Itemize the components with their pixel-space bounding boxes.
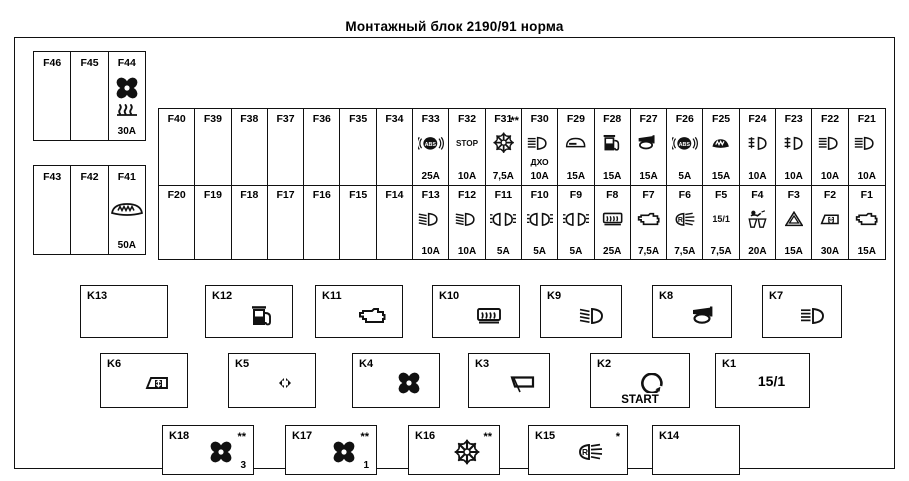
footnote-marker: **	[510, 115, 519, 127]
fuse-cell-f12[interactable]	[449, 185, 485, 260]
fuse-cell-f26[interactable]	[667, 109, 703, 185]
reverse-lamp-icon	[529, 426, 627, 474]
fuse-cell-f13[interactable]	[413, 185, 449, 260]
fuse-sub-label: ДХО	[530, 157, 549, 167]
fuse-cell-f23[interactable]	[776, 109, 812, 185]
fuse-label: F16	[312, 189, 331, 201]
relay-k3[interactable]	[468, 353, 550, 408]
side-light-icon	[486, 203, 521, 235]
snowflake-icon	[486, 127, 521, 159]
fuse-label: F1	[860, 189, 873, 201]
fuse-cell-f46[interactable]	[34, 52, 71, 140]
engine-icon	[849, 203, 885, 235]
text-15-1	[703, 203, 738, 235]
fuse-grid	[158, 108, 886, 260]
fuel-pump-icon	[206, 286, 292, 337]
fuse-row-1	[159, 109, 885, 185]
text-15-1: 15/1	[712, 214, 730, 224]
fuse-label: F13	[421, 189, 440, 201]
fuse-amp-rating: 15A	[784, 246, 803, 257]
relay-label: K1	[722, 358, 737, 370]
relay-k16[interactable]	[408, 425, 500, 475]
relay-k6[interactable]	[100, 353, 188, 408]
fan-heater-icon	[109, 72, 145, 118]
relay-k14[interactable]	[652, 425, 740, 475]
parking-light-icon	[558, 203, 593, 235]
fuse-amp-rating: 30A	[820, 246, 840, 257]
rear-defogger-icon	[595, 203, 630, 235]
fuse-label: F46	[43, 57, 62, 69]
fuse-amp-rating: 10A	[530, 171, 549, 182]
heated-windshield-icon	[109, 186, 145, 232]
reverse-lamp-icon	[576, 443, 606, 461]
fuse-amp-rating: 15A	[566, 171, 586, 182]
fuse-label: F34	[385, 113, 404, 125]
fuse-amp-rating: 10A	[820, 171, 840, 182]
relay-label: K18	[169, 430, 190, 442]
fuse-amp-rating: 10A	[748, 171, 767, 182]
fuse-label: F18	[240, 189, 259, 201]
stop-text-icon	[449, 127, 484, 159]
parking-light-icon	[522, 203, 557, 235]
fuse-label: F37	[276, 113, 295, 125]
engine-icon	[855, 212, 878, 227]
fuse-cell-f19[interactable]	[195, 185, 231, 260]
fuse-cell-f20[interactable]	[159, 185, 195, 260]
fuse-label: F33	[421, 113, 440, 125]
fuse-amp-rating: 15A	[857, 246, 876, 257]
fuse-amp-rating: 10A	[457, 171, 477, 182]
fuse-label: F12	[457, 189, 477, 201]
relay-k9[interactable]	[540, 285, 622, 338]
fan-heater-icon	[113, 74, 141, 102]
relay-label: K9	[547, 290, 562, 302]
high-beam-icon	[818, 136, 843, 151]
fuse-label: F42	[80, 171, 99, 183]
footnote-marker: **	[237, 431, 246, 443]
fuse-label: F11	[494, 189, 513, 201]
parking-light-icon	[527, 212, 553, 227]
relay-k13[interactable]	[80, 285, 168, 338]
relay-stage-number: 1	[363, 460, 369, 471]
fuse-cell-f25[interactable]	[703, 109, 739, 185]
fuse-label: F25	[712, 113, 731, 125]
fuse-amp-rating: 10A	[457, 246, 477, 257]
fuse-label: F20	[167, 189, 186, 201]
fuse-cell-f35[interactable]	[340, 109, 376, 185]
stop-text-icon: STOP	[455, 138, 479, 148]
fuse-label: F28	[603, 113, 622, 125]
fuse-cell-f11[interactable]	[486, 185, 522, 260]
high-beam-icon	[812, 127, 847, 159]
fuse-label: F9	[569, 189, 583, 201]
fuse-amp-rating: 20A	[748, 246, 767, 257]
fuse-amp-rating: 15A	[603, 171, 622, 182]
relay-k4[interactable]	[352, 353, 440, 408]
parking-light-icon	[563, 212, 589, 227]
fuse-cell-f30[interactable]	[522, 109, 558, 185]
relay-label: K16	[415, 430, 436, 442]
fuse-label: F44	[117, 57, 136, 69]
door-icon	[558, 127, 593, 159]
low-beam-icon	[579, 307, 609, 325]
fuse-label: F10	[530, 189, 549, 201]
fuse-cell-f16[interactable]	[304, 185, 340, 260]
fuse-cell-f34[interactable]	[377, 109, 413, 185]
abs-icon	[418, 136, 444, 151]
fuse-stack-lower	[33, 165, 146, 255]
relay-label: K4	[359, 358, 374, 370]
fuse-cell-f7[interactable]	[631, 185, 667, 260]
fuse-amp-rating: 5A	[678, 171, 692, 182]
fuse-label: F32	[457, 113, 477, 125]
fuse-stack-upper	[33, 51, 146, 141]
relay-label: K17	[292, 430, 313, 442]
heated-windshield-icon	[110, 201, 144, 218]
abs-icon	[672, 136, 698, 151]
fuse-label: F23	[784, 113, 803, 125]
relay-k17[interactable]	[285, 425, 377, 475]
fuse-amp-rating: 30A	[117, 126, 136, 137]
door-icon	[565, 136, 586, 149]
fuse-amp-rating: 15A	[639, 171, 658, 182]
fuse-label: F45	[80, 57, 99, 69]
fuse-cell-f41[interactable]	[109, 166, 145, 254]
relay-stage-number: 3	[240, 460, 246, 471]
horn-icon	[691, 305, 719, 327]
relay-label: K10	[439, 290, 460, 302]
fuse-amp-rating: 10A	[421, 246, 440, 257]
fuse-amp-rating: 7,5A	[492, 171, 514, 182]
fuse-cell-f29[interactable]	[558, 109, 594, 185]
low-beam-icon	[413, 203, 448, 235]
high-beam-icon	[763, 286, 841, 337]
rear-defogger-icon	[602, 211, 623, 227]
fuse-cell-f28[interactable]	[595, 109, 631, 185]
fuse-amp-rating: 10A	[784, 171, 803, 182]
footnote-marker: **	[360, 431, 369, 443]
low-beam-icon	[541, 286, 621, 337]
fuse-cell-f24[interactable]	[740, 109, 776, 185]
fuse-label: F19	[203, 189, 222, 201]
fuse-label: F38	[240, 113, 259, 125]
fuse-label: F3	[787, 189, 800, 201]
fan-icon	[395, 369, 423, 397]
fuse-cell-f3[interactable]	[776, 185, 812, 260]
relay-k15[interactable]	[528, 425, 628, 475]
relay-k5[interactable]	[228, 353, 316, 408]
relay-label: K15	[535, 430, 556, 442]
footnote-marker: **	[483, 431, 492, 443]
fuse-cell-f40[interactable]	[159, 109, 195, 185]
fuse-cell-f6[interactable]	[667, 185, 703, 260]
turn-signal-icon	[266, 375, 304, 391]
fuse-label: F43	[43, 171, 62, 183]
fuse-cell-f37[interactable]	[268, 109, 304, 185]
relay-k10[interactable]	[432, 285, 520, 338]
fuse-cell-f5[interactable]	[703, 185, 739, 260]
fuse-cell-f17[interactable]	[268, 185, 304, 260]
reverse-lamp-icon	[673, 212, 698, 227]
relay-label: K14	[659, 430, 680, 442]
washer-icon	[740, 203, 775, 235]
high-beam-icon	[849, 127, 885, 159]
wiper-icon	[508, 373, 536, 393]
fuse-label: F21	[857, 113, 876, 125]
fuse-cell-f8[interactable]	[595, 185, 631, 260]
low-beam-icon	[449, 203, 484, 235]
fuse-label: F31	[494, 113, 513, 125]
svg-text:ABS: ABS	[424, 141, 436, 148]
relay-k1[interactable]	[715, 353, 810, 408]
fog-lamp-icon	[747, 136, 768, 151]
svg-text:R: R	[581, 447, 589, 457]
fan-icon	[207, 438, 235, 466]
svg-text:ABS: ABS	[678, 141, 690, 148]
footnote-marker: *	[615, 431, 620, 443]
horn-icon	[653, 286, 731, 337]
horn-icon	[637, 134, 660, 152]
wiper-icon	[469, 354, 549, 407]
fuse-cell-f14[interactable]	[377, 185, 413, 260]
heated-seat-icon	[703, 127, 738, 159]
fuse-label: F40	[167, 113, 186, 125]
relay-k8[interactable]	[652, 285, 732, 338]
fuse-label: F17	[276, 189, 295, 201]
high-beam-icon	[800, 307, 830, 325]
fuse-cell-f21[interactable]	[849, 109, 885, 185]
relay-value-text: 15/1	[757, 372, 786, 389]
engine-icon	[637, 212, 660, 227]
starter-icon	[640, 373, 666, 393]
fuse-cell-f2[interactable]	[812, 185, 848, 260]
engine-icon	[316, 286, 402, 337]
rear-defogger-icon	[476, 306, 502, 326]
turn-signal-icon	[229, 354, 315, 407]
fog-lamp-icon	[783, 136, 804, 151]
fuse-cell-f36[interactable]	[304, 109, 340, 185]
fuse-label: F5	[714, 189, 728, 201]
fuse-cell-f15[interactable]	[340, 185, 376, 260]
fuse-cell-f1[interactable]	[849, 185, 885, 260]
relay-caption: START	[621, 394, 659, 406]
fuse-row-2	[159, 185, 885, 260]
fuse-label: F2	[823, 189, 837, 201]
fuse-amp-rating: 7,5A	[637, 246, 660, 257]
fuse-cell-f31[interactable]	[486, 109, 522, 185]
horn-icon	[631, 127, 666, 159]
relay-label: K12	[212, 290, 233, 302]
fuel-pump-icon	[602, 134, 622, 152]
window-lift-icon	[101, 354, 187, 407]
fuse-cell-f33[interactable]	[413, 109, 449, 185]
relay-label: K7	[769, 290, 784, 302]
fuse-cell-f4[interactable]	[740, 185, 776, 260]
fuse-label: F35	[349, 113, 368, 125]
abs-icon	[667, 127, 702, 159]
fuse-amp-rating: 5A	[569, 246, 583, 257]
low-beam-icon	[455, 212, 480, 227]
relay-k12[interactable]	[205, 285, 293, 338]
fuse-label: F7	[642, 189, 655, 201]
abs-icon	[413, 127, 448, 159]
fuse-cell-f38[interactable]	[232, 109, 268, 185]
engine-icon	[631, 203, 666, 235]
fuse-cell-f9[interactable]	[558, 185, 594, 260]
fuse-label: F30	[530, 113, 549, 125]
fuse-cell-f18[interactable]	[232, 185, 268, 260]
relay-k7[interactable]	[762, 285, 842, 338]
relay-label: K6	[107, 358, 122, 370]
relay-label: K11	[322, 290, 342, 302]
window-lift-icon	[820, 212, 840, 227]
svg-text:R: R	[677, 216, 683, 224]
fuel-pump-icon	[250, 305, 274, 327]
relay-k18[interactable]	[162, 425, 254, 475]
snowflake-icon	[454, 439, 480, 465]
fuse-label: F36	[312, 113, 331, 125]
fuse-label: F29	[566, 113, 585, 125]
fuse-amp-rating: 5A	[533, 246, 547, 257]
fuse-cell-f22[interactable]	[812, 109, 848, 185]
fuse-label: F27	[639, 113, 658, 125]
fuse-amp-rating: 15A	[711, 171, 731, 182]
fuse-amp-rating: 7,5A	[674, 246, 696, 257]
fuse-cell-f44[interactable]	[109, 52, 145, 140]
relay-label: K8	[659, 290, 674, 302]
fog-lamp-icon	[740, 127, 775, 159]
fuse-amp-rating: 25A	[421, 171, 440, 182]
fog-lamp-icon	[776, 127, 811, 159]
fuse-label: F6	[678, 189, 691, 201]
fuse-label: F4	[751, 189, 764, 201]
relay-label: K13	[87, 290, 108, 302]
fuse-label: F41	[117, 171, 136, 183]
high-beam-icon	[854, 136, 879, 151]
fuel-pump-icon	[595, 127, 630, 159]
fuse-cell-f42[interactable]	[71, 166, 108, 254]
fuse-amp-rating: 10A	[857, 171, 876, 182]
side-light-icon	[490, 212, 516, 227]
fuse-cell-f27[interactable]	[631, 109, 667, 185]
fuse-label: F24	[748, 113, 767, 125]
fuse-label: F26	[675, 113, 694, 125]
fuse-label: F15	[349, 189, 368, 201]
relay-k11[interactable]	[315, 285, 403, 338]
fan-icon	[330, 438, 358, 466]
page-title: Монтажный блок 2190/91 норма	[345, 19, 564, 34]
headlight-icon	[522, 127, 557, 159]
fan-icon	[353, 354, 439, 407]
fuse-amp-rating: 7,5A	[710, 246, 732, 257]
fuse-cell-f43[interactable]	[34, 166, 71, 254]
snowflake-icon	[493, 132, 514, 153]
fuse-cell-f45[interactable]	[71, 52, 108, 140]
reverse-lamp-icon	[667, 203, 702, 235]
fuse-amp-rating: 5A	[496, 246, 510, 257]
window-lift-icon	[145, 374, 169, 392]
fuse-cell-f39[interactable]	[195, 109, 231, 185]
hazard-icon	[785, 211, 803, 227]
fuse-cell-f32[interactable]	[449, 109, 485, 185]
fuse-label: F8	[606, 189, 619, 201]
fuse-label: F39	[203, 113, 222, 125]
relay-label: K3	[475, 358, 490, 370]
fuse-amp-rating: 25A	[603, 246, 622, 257]
fuse-cell-f10[interactable]	[522, 185, 558, 260]
window-lift-icon	[812, 203, 847, 235]
relay-k2[interactable]	[590, 353, 690, 408]
low-beam-icon	[418, 212, 443, 227]
heated-seat-icon	[710, 136, 731, 151]
rear-defogger-icon	[433, 286, 519, 337]
fuse-amp-rating: 50A	[117, 240, 136, 251]
relay-label: K2	[597, 358, 612, 370]
engine-icon	[358, 307, 386, 325]
headlight-icon	[527, 136, 552, 151]
relay-label: K5	[235, 358, 250, 370]
fuse-label: F14	[385, 189, 404, 201]
fuse-label: F22	[820, 113, 840, 125]
washer-icon	[746, 210, 769, 228]
hazard-icon	[776, 203, 811, 235]
